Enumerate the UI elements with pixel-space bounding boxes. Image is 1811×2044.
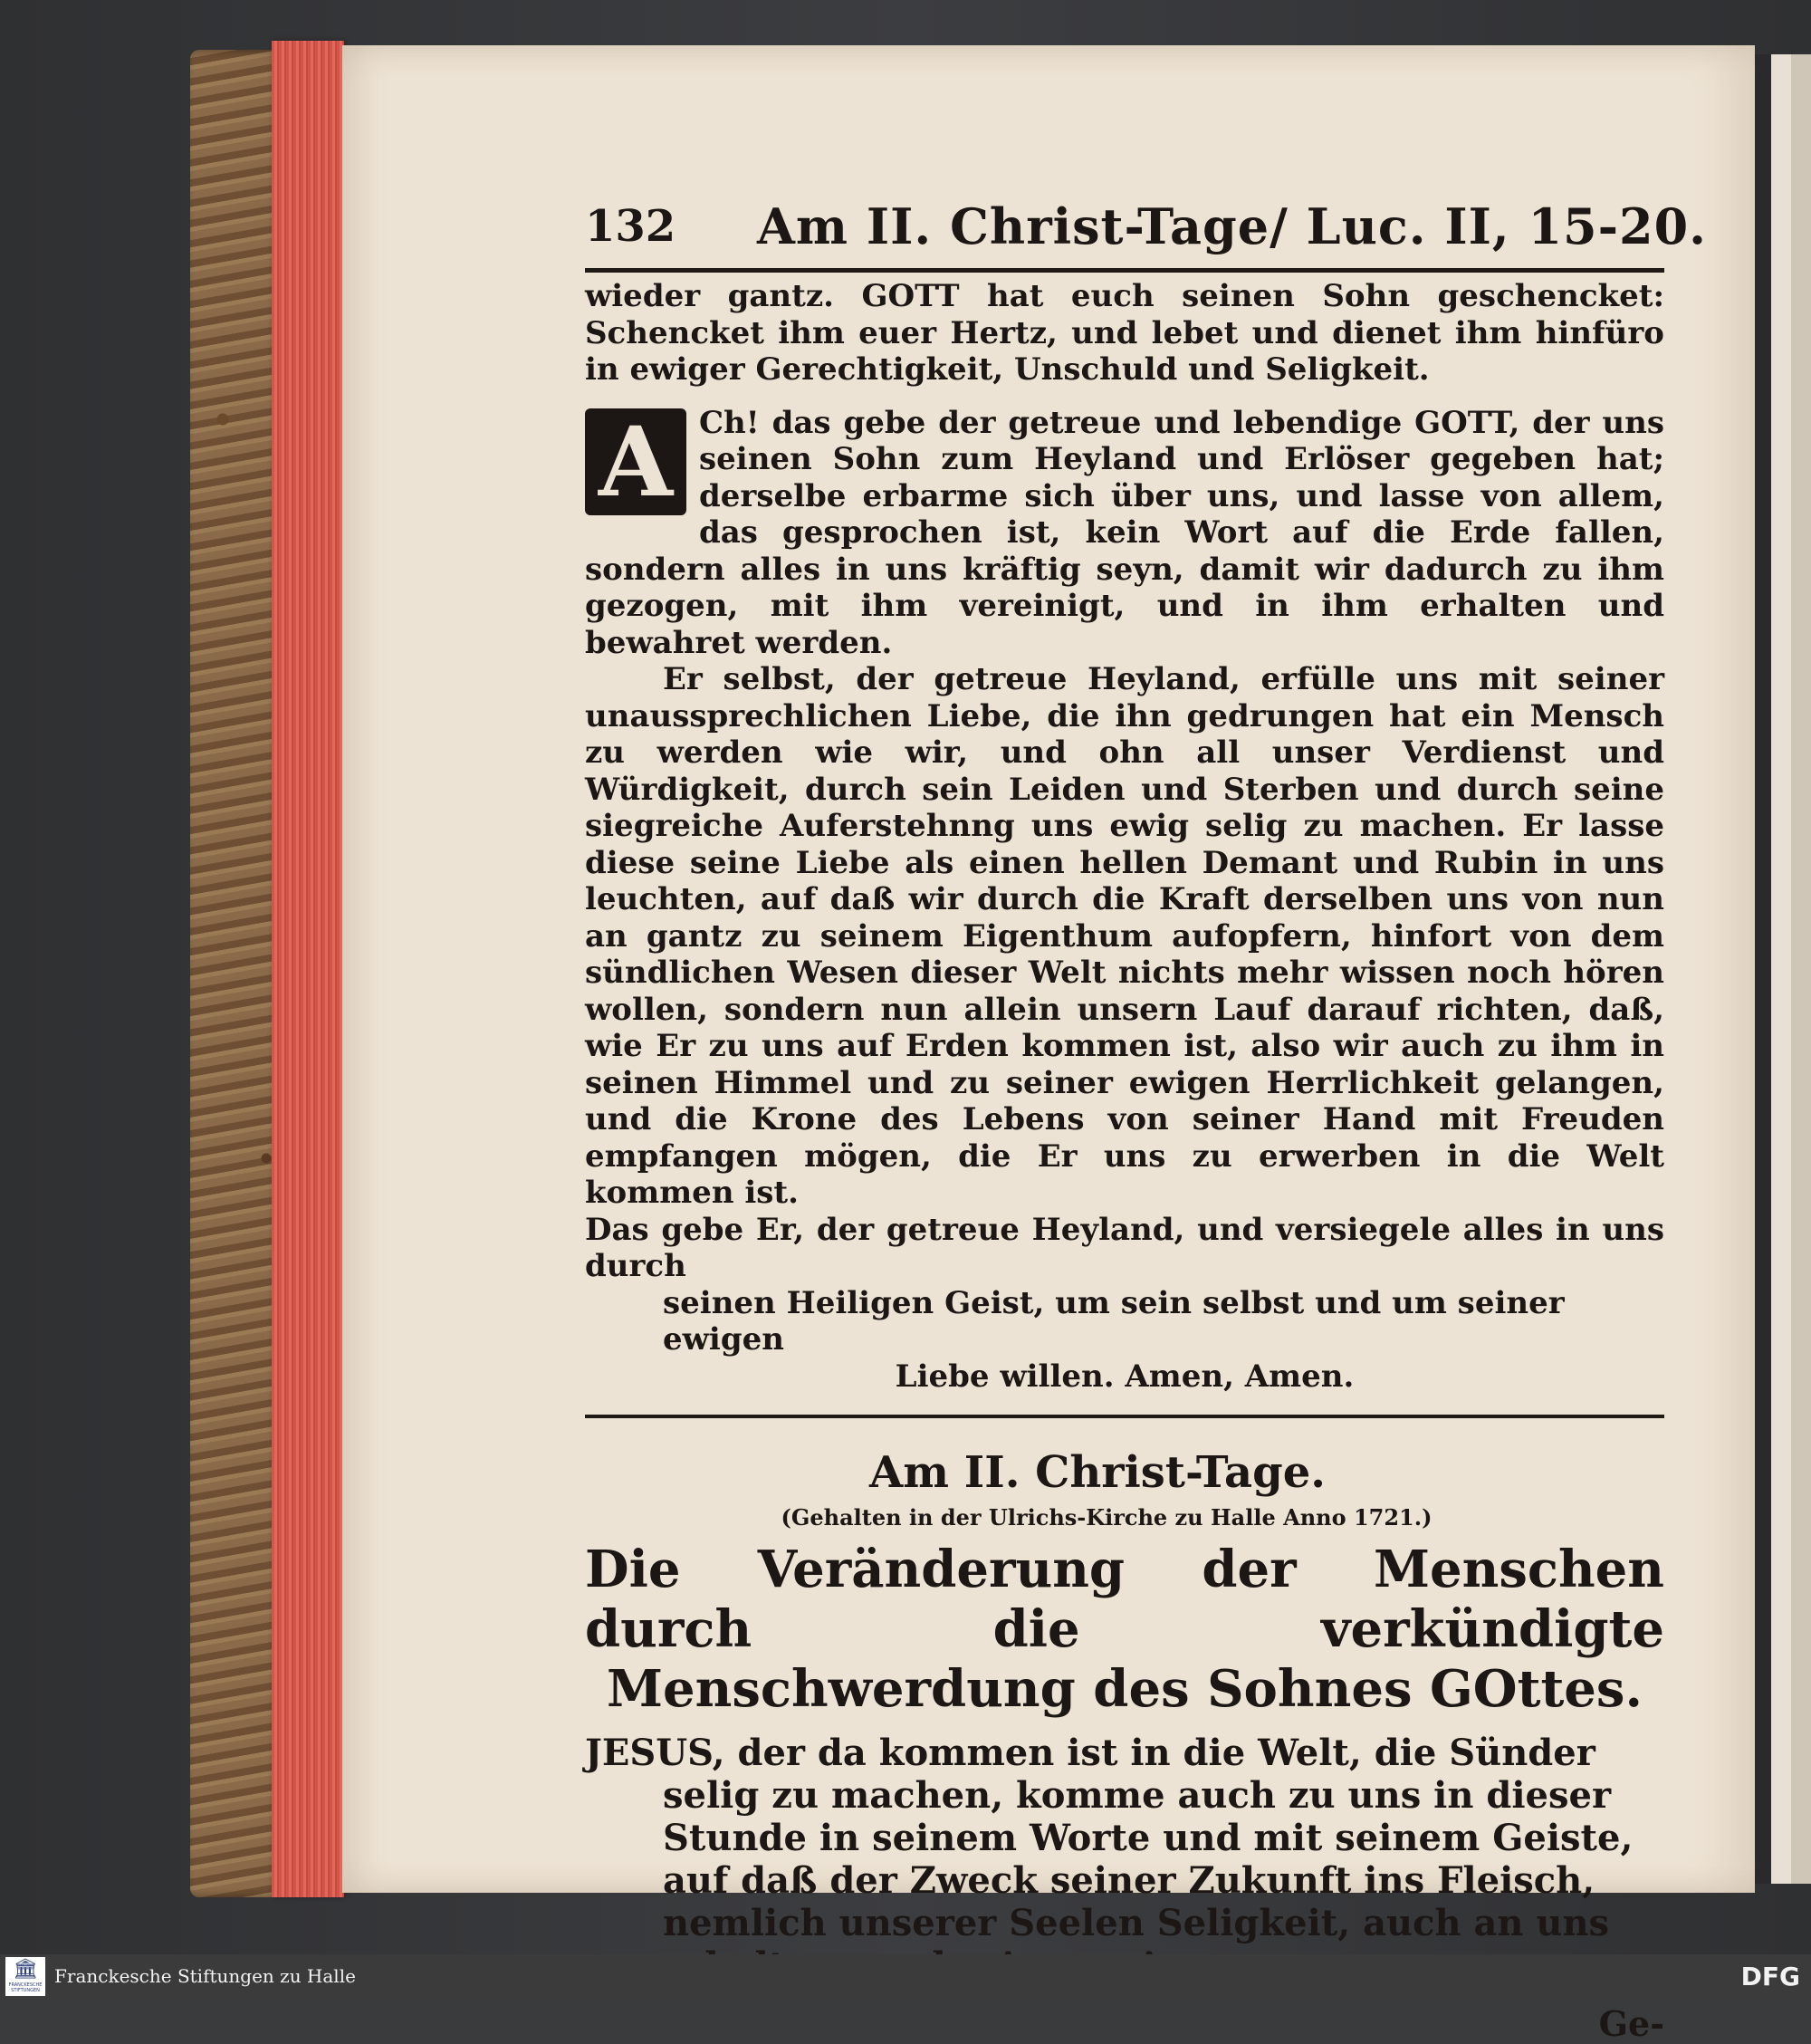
- decorated-initial: A: [585, 408, 686, 515]
- page-number: 132: [585, 201, 676, 252]
- opening-prayer: JESUS, der da kommen ist in die Welt, die Sünder selig zu machen, komme auch zu uns in dieser Stunde in seinem Worte und mit seinem Geiste, auf daß der Zweck seiner Zukunft ins Fleisch, nemlich unserer Seelen Seligkeit, auch an uns: [585, 1732, 1634, 1944]
- building-icon: 🏛: [13, 1958, 38, 1981]
- section-title: Am II. Christ-Tage.: [869, 1447, 1326, 1498]
- sermon-title: Die Veränderung der Menschen durch die verkündigte Menschwerdung des Sohnes GOttes.: [585, 1540, 1664, 1719]
- paragraph-gap: [585, 389, 1664, 405]
- viewer-footer: [0, 1954, 1811, 1999]
- closing-line-1: Das gebe Er, der getreue Heyland, und versiegele alles in uns durch: [585, 1211, 1664, 1284]
- section-divider: [585, 1415, 1664, 1418]
- institution-name[interactable]: Franckesche Stiftungen zu Halle: [54, 1965, 356, 1987]
- sermon-end: [585, 278, 1664, 1395]
- institution-logo[interactable]: [5, 1957, 45, 1996]
- closing-prayer-text: Ch! das gebe der getreue und lebendige GOTT, der uns seinen Sohn zum Heyland und Erlöser gegeben hat; derselbe erbarme sich über uns, und lasse von allem, das gesprochen ist, kein Wort auf die Erde fallen, sondern alles in uns kräftig seyn, damit wir dadurch zu ihm gezogen, mit ihm vereinigt, und in ihm erhalten und bewahret werden.: [585, 404, 1664, 661]
- page-header: [585, 197, 1707, 263]
- page-text: [585, 197, 1707, 2044]
- closing-line-3: Liebe willen. Amen, Amen.: [895, 1358, 1355, 1395]
- catchword: Ge-: [1598, 2003, 1664, 2044]
- blessing-paragraph: Er selbst, der getreue Heyland, erfülle uns mit seiner unaussprechlichen Liebe, die ihn gedrungen hat ein Mensch zu werden wie wir, und ohn all unser Verdienst und Würdigkeit, durch sein Leiden und Sterben und durch seine siegreiche Auferstehnng uns ewig selig zu machen. Er lasse diese seine Liebe als einen hellen Demant und Rubin in uns leuchten, auf daß wir durch die Kraft derselben uns von nun an gantz zu seinem Eigenthum aufopfern, hinfort von dem sündlichen Wesen dieser Welt nichts mehr wissen noch hören wollen, sondern nun allein unsern Lauf darauf richten, daß, wie Er zu uns auf Erden kommen ist, also wir auch zu ihm in seinen Himmel und zu seiner ewigen Herrlichkeit gelangen, und die Krone des Lebens von seiner Hand mit Freuden empfangen mögen, die Er uns zu erwerben in die Welt kommen ist.: [585, 661, 1664, 1211]
- closing-prayer-paragraph: [585, 405, 1664, 662]
- logo-text: FRANCKESCHE STIFTUNGEN: [8, 1982, 43, 1993]
- carry-over-text: wieder gantz. GOTT hat euch seinen Sohn geschencket: Schencket ihm euer Hertz, und lebet und dienet ihm hinfüro in ewiger Gerechtigkeit, Unschuld und Seligkeit.: [585, 278, 1664, 388]
- closing-line-2: seinen Heiligen Geist, um sein selbst und um seiner ewigen: [663, 1284, 1565, 1358]
- facing-page-edge: [1755, 54, 1811, 1884]
- dfg-logo[interactable]: DFG: [1740, 1962, 1800, 1991]
- header-rule: [585, 268, 1664, 273]
- running-title: Am II. Christ-Tage/ Luc. II, 15-20.: [757, 197, 1707, 255]
- red-page-edges: [272, 41, 344, 1897]
- section-subtitle: (Gehalten in der Ulrichs-Kirche zu Halle Anno 1721.): [781, 1504, 1433, 1531]
